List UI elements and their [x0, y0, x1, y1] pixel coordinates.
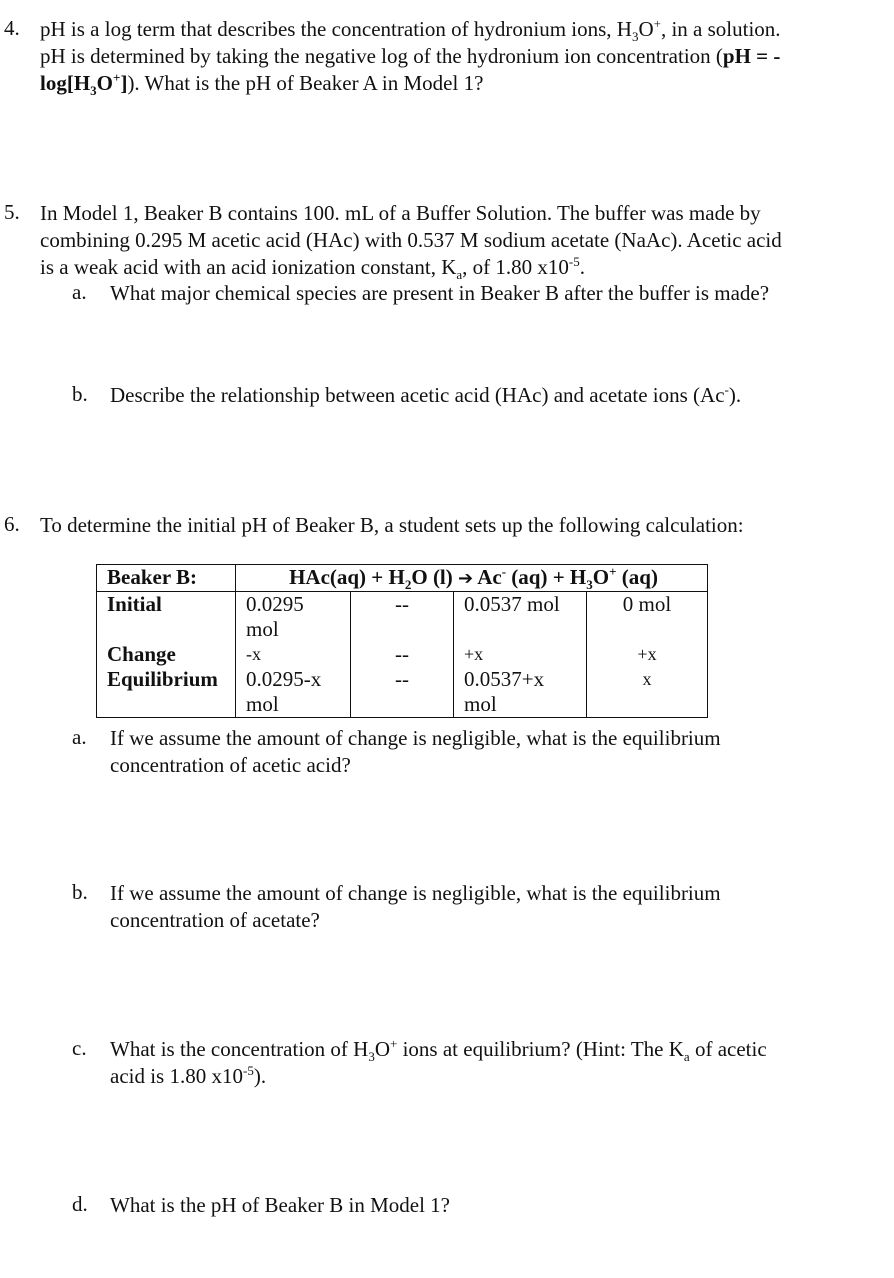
question-text: To determine the initial pH of Beaker B, a student sets up the following calculation: [40, 513, 744, 537]
table-cell: x [587, 667, 708, 718]
table-cell: -- [351, 642, 454, 667]
subquestion-text: What is the concentration of $H_3O^+$ ions at equilibrium? (Hint: The $K_a$ of acetic acid is 1.80 $x10^{-5}$). [110, 1036, 767, 1088]
question-line: combining 0.295 M acetic acid (HAc) with 0.537 M sodium acetate (NaAc). Acetic acid [40, 228, 782, 252]
table-cell: +x [454, 642, 587, 667]
subquestion-label: a. [72, 725, 87, 749]
question-number: 4. [4, 16, 20, 40]
subquestion-label: c. [72, 1036, 87, 1060]
table-cell: +x [587, 642, 708, 667]
question-text [40, 16, 781, 97]
row-label: Initial [97, 592, 236, 643]
table-cell: 0.0537+x mol [454, 667, 587, 718]
subquestion-label: a. [72, 280, 87, 304]
table-cell: 0.0537 mol [454, 592, 587, 643]
table-header-row [97, 565, 708, 592]
question-number: 6. [4, 512, 20, 536]
subquestion-text: If we assume the amount of change is negligible, what is the equilibrium concentration of acetic acid? [110, 726, 721, 777]
table-cell: -- [351, 592, 454, 643]
question-line: pH is determined by taking the negative log of the hydronium ion concentration (pH = - [40, 44, 781, 68]
table-row [97, 667, 708, 718]
question-line: pH is a log term that describes the concentration of hydronium ions, $H_3O^+$, in a solution. [40, 16, 781, 45]
table-header-label: Beaker B: [97, 565, 236, 592]
subquestion-label: d. [72, 1192, 88, 1216]
question-line: is a weak acid with an acid ionization constant, $K_a$, of 1.80 $x10^{-5}$. [40, 254, 585, 283]
subquestion-label: b. [72, 382, 88, 406]
row-label: Change [97, 642, 236, 667]
reaction-equation: $HAc(aq) + H_2O$ (l) ➔ Ac- $(aq) + H_3O^+$ (aq) [236, 565, 708, 592]
subquestion-text: What is the pH of Beaker B in Model 1? [110, 1193, 450, 1217]
subquestion-text: If we assume the amount of change is negligible, what is the equilibrium concentration of acetate? [110, 881, 721, 932]
question-line: In Model 1, Beaker B contains 100. mL of a Buffer Solution. The buffer was made by [40, 201, 761, 225]
table-row [97, 592, 708, 643]
subquestion-text: What major chemical species are present in Beaker B after the buffer is made? [110, 281, 770, 305]
table-cell: 0.0295 mol [236, 592, 351, 643]
table-cell: -- [351, 667, 454, 718]
table-cell: -x [236, 642, 351, 667]
table-cell: 0 mol [587, 592, 708, 643]
reaction-arrow-icon: ➔ [458, 568, 474, 589]
subquestion-label: b. [72, 880, 88, 904]
row-label: Equilibrium [97, 667, 236, 718]
question-line: $\log[H_3O^+]$). What is the pH of Beaker A in Model 1? [40, 70, 484, 99]
table-row [97, 642, 708, 667]
question-number: 5. [4, 200, 20, 224]
table-cell: 0.0295-x mol [236, 667, 351, 718]
question-text [40, 200, 782, 281]
ice-table [96, 564, 708, 718]
subquestion-text: Describe the relationship between acetic acid (HAc) and acetate ions (Ac-). [110, 382, 742, 407]
